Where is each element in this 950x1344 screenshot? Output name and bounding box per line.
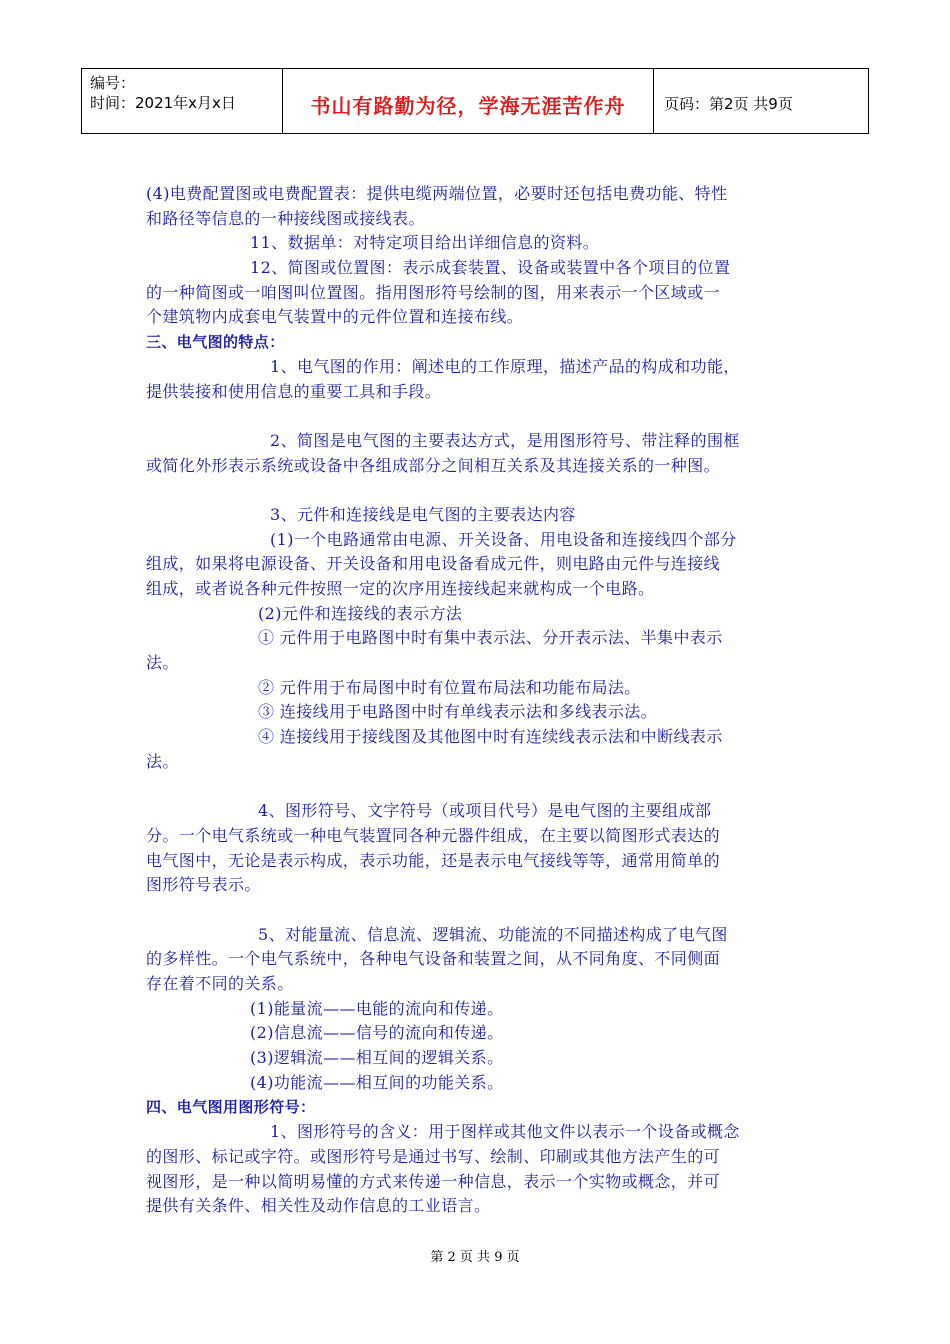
text-line: ② 元件用于布局图中时有位置布局法和功能布局法。 — [258, 677, 641, 697]
page-footer — [0, 1246, 950, 1265]
text-line: 12、简图或位置图：表示成套装置、设备或装置中各个项目的位置 — [250, 258, 731, 278]
text-line — [146, 478, 822, 503]
footer-page-number: 第 2 页 共 9 页 — [430, 1250, 520, 1265]
text-line: 组成，如果将电源设备、开关设备和用电设备看成元件，则电路由元件与连接线 — [146, 554, 721, 574]
header-page-info — [654, 69, 868, 133]
header-motto — [283, 69, 654, 133]
text-line — [146, 898, 822, 923]
text-line: 提供装接和使用信息的重要工具和手段。 — [146, 381, 442, 401]
text-line: 组成，或者说各种元件按照一定的次序用连接线起来就构成一个电路。 — [146, 579, 655, 598]
text-line: 提供有关条件、相关性及动作信息的工业语言。 — [146, 1196, 491, 1216]
text-line: 5、对能量流、信息流、逻辑流、功能流的不同描述构成了电气图 — [258, 924, 728, 944]
page-header — [81, 68, 869, 134]
text-line: 的一种简图或一咱图叫位置图。指用图形符号绘制的图，用来表示一个区域或一 — [146, 282, 721, 302]
text-line — [146, 404, 822, 429]
text-line: (3)逻辑流——相互间的逻辑关系。 — [250, 1048, 504, 1068]
text-line: 1、电气图的作用：阐述电的工作原理，描述产品的构成和功能， — [270, 356, 740, 376]
text-line: 2、简图是电气图的主要表达方式，是用图形符号、带注释的围框 — [270, 430, 740, 450]
document-date-label: 时间：2021年x月x日 — [90, 94, 236, 112]
text-line: 的多样性。一个电气系统中，各种电气设备和装置之间，从不同角度、不同侧面 — [146, 949, 721, 969]
text-line: 11、数据单：对特定项目给出详细信息的资料。 — [250, 233, 600, 253]
document-number-label: 编号： — [90, 74, 136, 92]
text-line: 的图形、标记或字符。或图形符号是通过书写、绘制、印刷或其他方法产生的可 — [146, 1146, 721, 1166]
section-heading: 四、电气图用图形符号： — [146, 1098, 316, 1117]
document-body — [146, 182, 822, 1219]
text-line: 1、图形符号的含义：用于图样或其他文件以表示一个设备或概念 — [270, 1122, 740, 1142]
text-line: 存在着不同的关系。 — [146, 974, 294, 993]
text-line: (2)信息流——信号的流向和传递。 — [250, 1023, 504, 1043]
text-line: ① 元件用于电路图中时有集中表示法、分开表示法、半集中表示 — [258, 628, 723, 648]
text-line: 或简化外形表示系统或设备中各组成部分之间相互关系及其连接关系的一种图。 — [146, 455, 721, 475]
text-line: ④ 连接线用于接线图及其他图中时有连续线表示法和中断线表示 — [258, 727, 723, 747]
text-line: (2)元件和连接线的表示方法 — [258, 603, 463, 623]
text-line: 3、元件和连接线是电气图的主要表达内容 — [270, 504, 576, 524]
text-line: (4)功能流——相互间的功能关系。 — [250, 1072, 504, 1092]
section-heading: 三、电气图的特点： — [146, 333, 285, 352]
text-line: (1)一个电路通常由电源、开关设备、用电设备和连接线四个部分 — [270, 529, 737, 549]
page-number-label: 页码：第2页 共9页 — [664, 94, 793, 113]
text-line: 分。一个电气系统或一种电气装置同各种元器件组成，在主要以简图形式表达的 — [146, 825, 721, 845]
text-line: ③ 连接线用于电路图中时有单线表示法和多线表示法。 — [258, 702, 658, 722]
text-line: (4)电费配置图或电费配置表：提供电缆两端位置，必要时还包括电费功能、特性 — [146, 184, 728, 203]
text-line: 视图形，是一种以简明易懂的方式来传递一种信息，表示一个实物或概念，并可 — [146, 1171, 721, 1191]
text-line: 电气图中，无论是表示构成，表示功能，还是表示电气接线等等，通常用简单的 — [146, 850, 721, 870]
motto-text: 书山有路勤为径，学海无涯苦作舟 — [310, 93, 626, 118]
text-line: 法。 — [146, 751, 179, 771]
text-line: 和路径等信息的一种接线图或接线表。 — [146, 208, 425, 228]
text-line: 4、图形符号、文字符号（或项目代号）是电气图的主要组成部 — [258, 801, 712, 821]
text-line: 个建筑物内成套电气装置中的元件位置和连接布线。 — [146, 307, 524, 327]
text-line — [146, 775, 822, 800]
text-line: 法。 — [146, 653, 179, 673]
text-line: (1)能量流——电能的流向和传递。 — [250, 998, 504, 1018]
text-line: 图形符号表示。 — [146, 875, 261, 895]
header-meta — [82, 69, 283, 133]
